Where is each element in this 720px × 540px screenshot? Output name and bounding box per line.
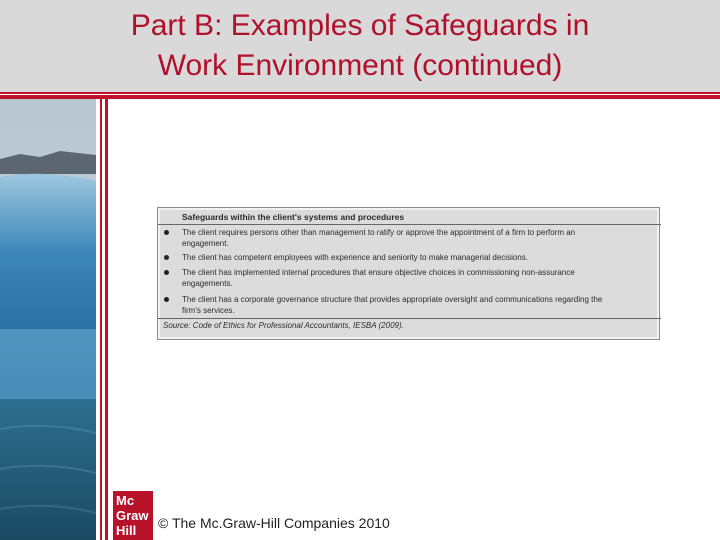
vertical-rule-1 (100, 99, 102, 540)
bullet-icon (164, 270, 169, 275)
mcgraw-hill-logo: Mc Graw Hill (113, 491, 153, 540)
list-item: The client has a corporate governance structure that provides appropriate oversight and communications regarding the firm's services. (164, 294, 654, 316)
bullet-icon (164, 230, 169, 235)
slide-title-line1: Part B: Examples of Safeguards in (130, 9, 590, 42)
box-heading-rule (158, 224, 661, 225)
list-item: The client requires persons other than management to ratify or approve the appointment of a firm to perform an engagement. (164, 227, 654, 249)
box-heading: Safeguards within the client's systems and procedures (182, 212, 405, 222)
title-rule-thin (0, 92, 720, 94)
title-rule-thick (0, 95, 720, 99)
copyright-footer: © The Mc.Graw-Hill Companies 2010 (158, 515, 390, 531)
bullet-icon (164, 255, 169, 260)
box-source-rule (158, 318, 661, 319)
safeguards-box (157, 207, 660, 340)
box-source: Source: Code of Ethics for Professional Accountants, IESBA (2009). (163, 321, 404, 330)
list-item: The client has implemented internal procedures that ensure objective choices in commissioning non-assurance engagements. (164, 267, 654, 289)
bullet-icon (164, 297, 169, 302)
list-item: The client has competent employees with experience and seniority to make managerial decisions. (164, 252, 654, 263)
slide-title-line2: Work Environment (continued) (157, 49, 563, 82)
iceberg-photo (0, 99, 96, 540)
vertical-rule-2 (105, 99, 108, 540)
slide-title (0, 6, 720, 86)
